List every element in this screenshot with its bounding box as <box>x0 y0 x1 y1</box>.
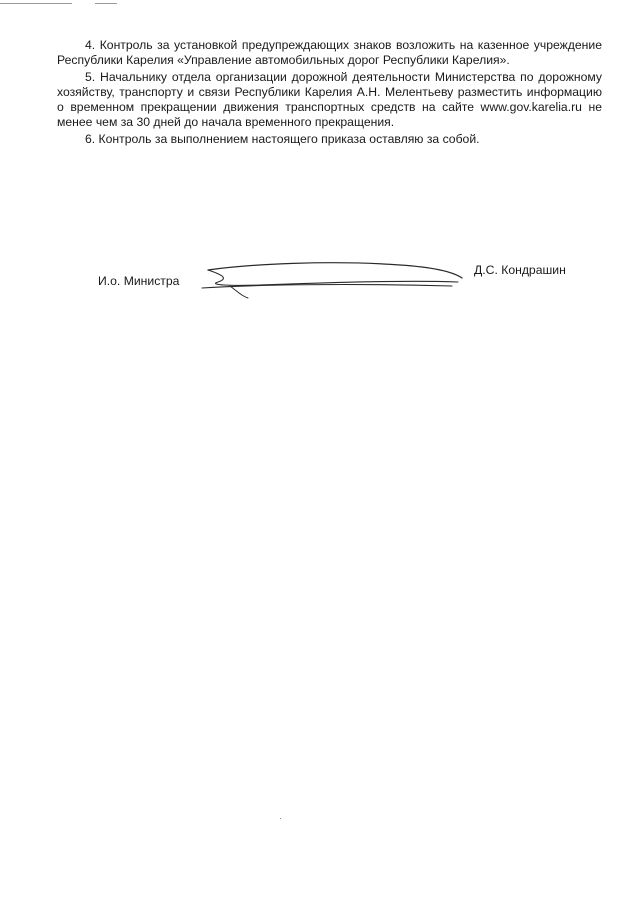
signatory-role: И.о. Министра <box>98 274 180 288</box>
signatory-name: Д.С. Кондрашин <box>474 263 566 277</box>
paragraph-6: 6. Контроль за выполнением настоящего приказа оставляю за собой. <box>85 132 480 146</box>
paragraph-5: 5. Начальнику отдела организации дорожной деятельности Министерства по дорожному хозяйству, транспорту и связи Республики Карелия А.Н. Мелентьеву разместить информацию о временном прекращении движения транспортных средств на сайте www.gov.karelia.ru не менее чем за 30 дней до начала временного прекращения. <box>57 70 602 129</box>
document-body <box>57 38 602 149</box>
handwritten-signature <box>190 256 465 306</box>
scan-artifact-line <box>95 3 117 4</box>
paragraph-4: 4. Контроль за установкой предупреждающих знаков возложить на казенное учреждение Республики Карелия «Управление автомобильных дорог Республики Карелия». <box>57 38 602 67</box>
scan-artifact-line <box>0 3 72 4</box>
scan-artifact-dot <box>280 818 281 819</box>
